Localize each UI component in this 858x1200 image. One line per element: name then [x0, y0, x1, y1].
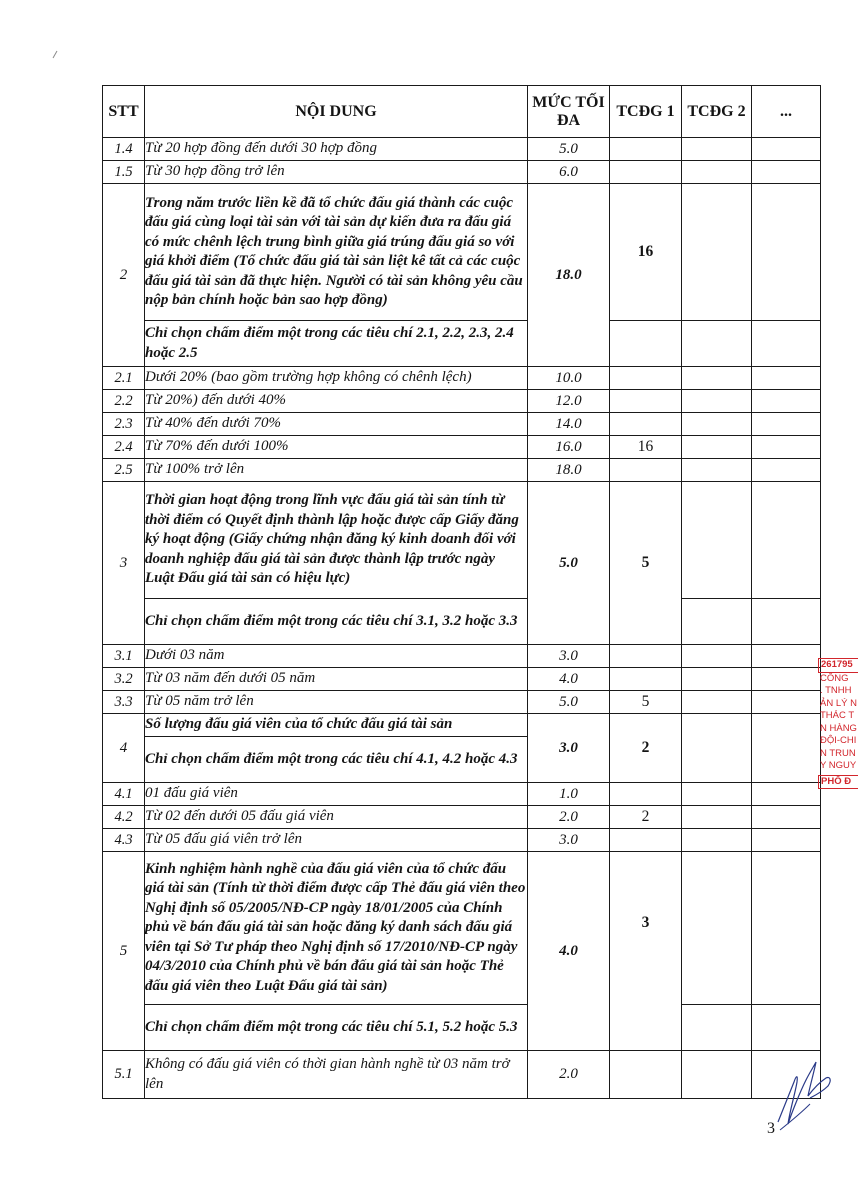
row-more	[752, 161, 821, 184]
scan-mark	[50, 48, 62, 60]
row-tcdg1	[610, 321, 682, 367]
row-stt: 2.4	[103, 436, 145, 459]
stamp-line: N HÀNG	[820, 722, 857, 734]
row-tcdg1: 16	[610, 184, 682, 321]
row-tcdg2	[682, 138, 752, 161]
header-more: ...	[752, 86, 821, 138]
row-max: 18.0	[528, 459, 610, 482]
table-row	[103, 1051, 821, 1099]
red-stamp	[818, 658, 858, 803]
row-tcdg1	[610, 668, 682, 691]
row-stt: 2.5	[103, 459, 145, 482]
row-tcdg2	[682, 482, 752, 599]
row-content: Trong năm trước liền kề đã tổ chức đấu giá thành các cuộc đấu giá cùng loại tài sản với tài sản dự kiến đưa ra đấu giá có mức chênh lệch trung bình giữa giá trúng đấu giá so với giá khởi điểm (Tổ chức đấu giá tài sản liệt kê tất cả các cuộc đấu giá tài sản đã thực hiện. Người có tài sản không yêu cầu nộp bản chính hoặc bản sao hợp đồng)	[145, 184, 528, 321]
row-max: 3.0	[528, 645, 610, 668]
row-max: 14.0	[528, 413, 610, 436]
row-more	[752, 829, 821, 852]
header-tcdg1: TCĐG 1	[610, 86, 682, 138]
row-content: Dưới 03 năm	[145, 645, 528, 668]
table-row	[103, 482, 821, 599]
stamp-line: Y NGUY	[820, 760, 857, 771]
row-more	[752, 138, 821, 161]
row-content: 01 đấu giá viên	[145, 783, 528, 806]
row-more	[752, 321, 821, 367]
row-tcdg2	[682, 390, 752, 413]
row-max: 5.0	[528, 691, 610, 714]
row-max: 4.0	[528, 852, 610, 1051]
row-more	[752, 806, 821, 829]
row-subnote: Chỉ chọn chấm điểm một trong các tiêu chí 3.1, 3.2 hoặc 3.3	[145, 599, 528, 645]
table-row	[103, 413, 821, 436]
table-row	[103, 184, 821, 321]
row-tcdg2	[682, 714, 752, 783]
row-tcdg2	[682, 668, 752, 691]
row-max: 1.0	[528, 783, 610, 806]
row-tcdg2	[682, 321, 752, 367]
row-content: Từ 05 năm trở lên	[145, 691, 528, 714]
row-stt: 5	[103, 852, 145, 1051]
row-more	[752, 714, 821, 783]
table-row	[103, 714, 821, 737]
row-tcdg2	[682, 413, 752, 436]
row-more	[752, 852, 821, 1005]
row-more	[752, 783, 821, 806]
row-tcdg1	[610, 459, 682, 482]
row-tcdg1: 16	[610, 436, 682, 459]
row-more	[752, 390, 821, 413]
row-content: Từ 03 năm đến dưới 05 năm	[145, 668, 528, 691]
row-tcdg1	[610, 413, 682, 436]
row-tcdg2	[682, 436, 752, 459]
row-stt: 4.1	[103, 783, 145, 806]
row-tcdg1	[610, 1051, 682, 1099]
table-row	[103, 1005, 821, 1051]
table-row	[103, 668, 821, 691]
row-tcdg2	[682, 806, 752, 829]
row-max: 5.0	[528, 138, 610, 161]
row-tcdg1: 5	[610, 691, 682, 714]
table-row	[103, 806, 821, 829]
row-content: Từ 100% trở lên	[145, 459, 528, 482]
row-content: Thời gian hoạt động trong lĩnh vực đấu giá tài sản tính từ thời điểm có Quyết định thành lập hoặc được cấp Giấy đăng ký hoạt động (Giấy chứng nhận đăng ký kinh doanh đối với doanh nghiệp đấu giá tài sản được thành lập trước ngày Luật Đấu giá tài sản có hiệu lực)	[145, 482, 528, 599]
table-row	[103, 645, 821, 668]
row-content: Từ 30 hợp đồng trở lên	[145, 161, 528, 184]
row-tcdg2	[682, 691, 752, 714]
row-more	[752, 436, 821, 459]
row-tcdg2	[682, 1005, 752, 1051]
stamp-line: ĐỘI-CHI	[820, 735, 857, 746]
row-max: 10.0	[528, 367, 610, 390]
row-tcdg2	[682, 852, 752, 1005]
row-stt: 2.2	[103, 390, 145, 413]
row-tcdg1: 2	[610, 714, 682, 783]
row-more	[752, 668, 821, 691]
table-row	[103, 599, 821, 645]
row-content: Không có đấu giá viên có thời gian hành nghề từ 03 năm trở lên	[145, 1051, 528, 1099]
header-stt: STT	[103, 86, 145, 138]
row-tcdg1	[610, 367, 682, 390]
row-content: Từ 40% đến dưới 70%	[145, 413, 528, 436]
scoring-table	[102, 85, 821, 1099]
stamp-line: ẢN LÝ N	[820, 697, 857, 709]
table-row	[103, 691, 821, 714]
table-row	[103, 161, 821, 184]
row-stt: 4.2	[103, 806, 145, 829]
row-tcdg1: 3	[610, 852, 682, 1051]
row-tcdg1: 5	[610, 482, 682, 645]
row-stt: 4.3	[103, 829, 145, 852]
row-content: Từ 02 đến dưới 05 đấu giá viên	[145, 806, 528, 829]
row-stt: 3.2	[103, 668, 145, 691]
row-tcdg1	[610, 783, 682, 806]
row-more	[752, 413, 821, 436]
header-tcdg2: TCĐG 2	[682, 86, 752, 138]
row-content: Số lượng đấu giá viên của tổ chức đấu giá tài sản	[145, 714, 528, 737]
stamp-line: CÔNG	[820, 672, 849, 684]
stamp-number: 261795	[818, 658, 858, 673]
row-subnote: Chỉ chọn chấm điểm một trong các tiêu chí 2.1, 2.2, 2.3, 2.4 hoặc 2.5	[145, 321, 528, 367]
header-content: NỘI DUNG	[145, 86, 528, 138]
row-content: Dưới 20% (bao gồm trường hợp không có chênh lệch)	[145, 367, 528, 390]
row-stt: 5.1	[103, 1051, 145, 1099]
row-stt: 3.1	[103, 645, 145, 668]
row-max: 3.0	[528, 714, 610, 783]
row-tcdg2	[682, 1051, 752, 1099]
row-content: Từ 20%) đến dưới 40%	[145, 390, 528, 413]
stamp-line: N TRUN	[820, 747, 856, 759]
row-stt: 2.3	[103, 413, 145, 436]
row-max: 18.0	[528, 184, 610, 367]
row-stt: 1.5	[103, 161, 145, 184]
row-stt: 2	[103, 184, 145, 367]
row-stt: 3.3	[103, 691, 145, 714]
row-more	[752, 459, 821, 482]
table-row	[103, 459, 821, 482]
row-tcdg1	[610, 138, 682, 161]
row-more	[752, 645, 821, 668]
row-max: 2.0	[528, 806, 610, 829]
row-stt: 3	[103, 482, 145, 645]
row-max: 2.0	[528, 1051, 610, 1099]
table-row	[103, 436, 821, 459]
row-tcdg2	[682, 783, 752, 806]
row-tcdg2	[682, 459, 752, 482]
row-max: 12.0	[528, 390, 610, 413]
row-content: Từ 70% đến dưới 100%	[145, 436, 528, 459]
row-content: Từ 20 hợp đồng đến dưới 30 hợp đồng	[145, 138, 528, 161]
table-row	[103, 783, 821, 806]
row-tcdg2	[682, 645, 752, 668]
row-more	[752, 367, 821, 390]
row-tcdg2	[682, 829, 752, 852]
table-row	[103, 852, 821, 1005]
row-more	[752, 1005, 821, 1051]
stamp-bottom: PHỐ Đ	[818, 775, 858, 790]
table-row	[103, 321, 821, 367]
row-subnote: Chỉ chọn chấm điểm một trong các tiêu chí 4.1, 4.2 hoặc 4.3	[145, 737, 528, 783]
row-more	[752, 691, 821, 714]
header-row	[103, 86, 821, 138]
handwritten-signature	[770, 1052, 840, 1142]
row-tcdg2	[682, 161, 752, 184]
row-more	[752, 184, 821, 321]
row-stt: 4	[103, 714, 145, 783]
row-subnote: Chỉ chọn chấm điểm một trong các tiêu chí 5.1, 5.2 hoặc 5.3	[145, 1005, 528, 1051]
row-stt: 2.1	[103, 367, 145, 390]
row-more	[752, 599, 821, 645]
row-max: 16.0	[528, 436, 610, 459]
row-max: 6.0	[528, 161, 610, 184]
table-row	[103, 138, 821, 161]
row-tcdg1	[610, 161, 682, 184]
header-max: MỨC TỐI ĐA	[528, 86, 610, 138]
table-row	[103, 829, 821, 852]
row-stt: 1.4	[103, 138, 145, 161]
table-row	[103, 390, 821, 413]
row-tcdg2	[682, 367, 752, 390]
row-tcdg1	[610, 390, 682, 413]
row-tcdg1	[610, 645, 682, 668]
row-content: Từ 05 đấu giá viên trở lên	[145, 829, 528, 852]
row-tcdg2	[682, 184, 752, 321]
table-row	[103, 367, 821, 390]
row-more	[752, 482, 821, 599]
stamp-line: THÁC T	[820, 710, 855, 721]
row-tcdg1	[610, 829, 682, 852]
page-number: 3	[767, 1120, 775, 1137]
row-max: 5.0	[528, 482, 610, 645]
stamp-line: . TNHH	[820, 685, 852, 696]
row-max: 3.0	[528, 829, 610, 852]
row-tcdg1: 2	[610, 806, 682, 829]
row-max: 4.0	[528, 668, 610, 691]
row-tcdg2	[682, 599, 752, 645]
row-content: Kinh nghiệm hành nghề của đấu giá viên của tổ chức đấu giá tài sản (Tính từ thời điểm được cấp Thẻ đấu giá viên theo Nghị định số 05/2005/NĐ-CP ngày 18/01/2005 của Chính phủ về bán đấu giá tài sản hoặc đăng ký danh sách đấu giá viên tại Sở Tư pháp theo Nghị định số 17/2010/NĐ-CP ngày 04/3/2010 của Chính phủ về bán đấu giá tài sản hoặc Thẻ đấu giá viên theo Luật Đấu giá tài sản)	[145, 852, 528, 1005]
